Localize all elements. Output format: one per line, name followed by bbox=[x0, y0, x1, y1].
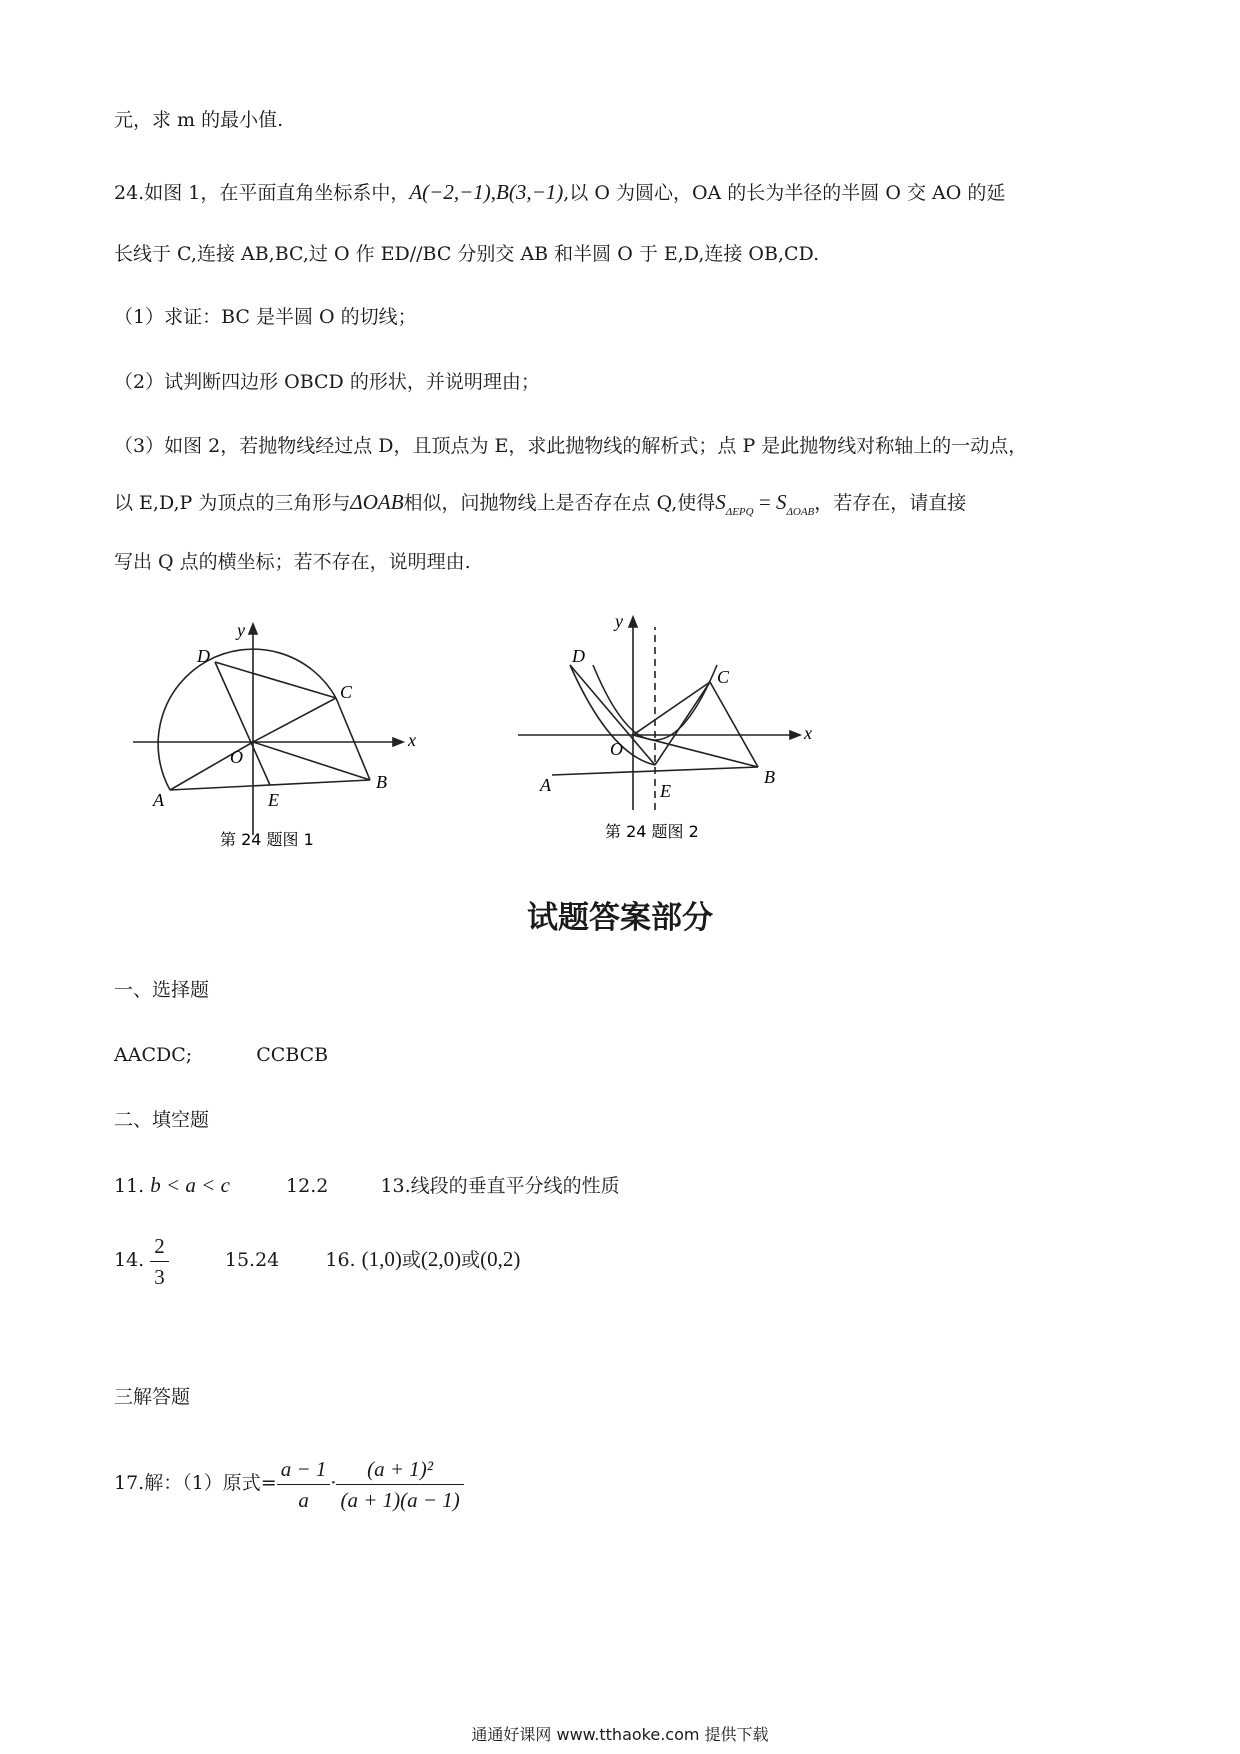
answer-16-label: 16. bbox=[325, 1249, 356, 1271]
answer-11-label: 11. bbox=[114, 1175, 145, 1197]
figure-1-diagram bbox=[125, 610, 425, 850]
fig1-label-x: x bbox=[408, 730, 416, 750]
q24-intro-text-b: ,以 O 为圆心，OA 的长为半径的半圆 O 交 AO 的延 bbox=[563, 182, 1006, 204]
section-choice: 一、选择题 bbox=[114, 979, 210, 1001]
answer-13: 13.线段的垂直平分线的性质 bbox=[380, 1175, 620, 1197]
fig1-label-o: O bbox=[230, 747, 243, 767]
q24-intro-line-1 bbox=[114, 180, 1005, 205]
q24-part3-text-c: ，若存在，请直接 bbox=[814, 492, 967, 514]
q24-part3-text-a: 以 E,D,P 为顶点的三角形与 bbox=[114, 492, 351, 514]
answer-17 bbox=[114, 1448, 464, 1518]
fig2-caption: 第 24 题图 2 bbox=[605, 822, 699, 841]
choice-answers-2: CCBCB bbox=[256, 1044, 329, 1066]
fig1-label-c: C bbox=[340, 682, 353, 702]
answer-17-fraction-2: $\frac{\text{(a + 1)²}}{(a + 1)(a - 1)}$ bbox=[336, 1454, 463, 1515]
page-footer: 通通好课网 www.tthaoke.com 提供下载 bbox=[471, 1725, 769, 1744]
answer-15: 15.24 bbox=[224, 1249, 280, 1271]
answer-12: 12.2 bbox=[286, 1175, 329, 1197]
fill-answers-11-13 bbox=[114, 1173, 620, 1198]
fig2-label-y: y bbox=[615, 611, 623, 631]
area-s-epq: $S_{\Delta EPQ} = S_{\Delta OAB}$ bbox=[715, 490, 815, 518]
q24-part-3-line-2 bbox=[114, 490, 966, 518]
answer-16-or-2: 或 bbox=[461, 1249, 481, 1271]
section-fill: 二、填空题 bbox=[114, 1109, 210, 1131]
section-solutions: 三解答题 bbox=[114, 1386, 191, 1408]
fig2-label-b: B bbox=[764, 767, 775, 787]
fig1-label-e: E bbox=[268, 790, 279, 810]
answer-17-label: 17.解：（1）原式= bbox=[114, 1472, 277, 1494]
text-line-continuation: 元，求 m 的最小值. bbox=[114, 109, 284, 131]
fig2-label-a: A bbox=[540, 775, 551, 795]
answer-16-point-2: (2,0) bbox=[420, 1247, 462, 1271]
answer-16-or-1: 或 bbox=[401, 1249, 421, 1271]
answer-14-fraction: $\frac{2}{3}$ bbox=[150, 1231, 169, 1292]
answer-16-point-1: (1,0) bbox=[361, 1247, 402, 1271]
q24-intro-line-2: 长线于 C,连接 AB,BC,过 O 作 ED//BC 分别交 AB 和半圆 O 于 E,D,连接 OB,CD. bbox=[114, 243, 820, 265]
answer-11-expr: b < a < c bbox=[150, 1173, 230, 1197]
fig2-label-o: O bbox=[610, 739, 623, 759]
fig1-caption: 第 24 题图 1 bbox=[220, 830, 314, 849]
figure-2-diagram bbox=[510, 605, 820, 850]
q24-part-2: （2）试判断四边形 OBCD 的形状，并说明理由； bbox=[114, 371, 540, 393]
comma: , bbox=[490, 180, 497, 204]
choice-answers bbox=[114, 1043, 328, 1067]
fig1-label-y: y bbox=[237, 620, 245, 640]
answer-17-fraction-1: $\frac{a - 1}{a}$ bbox=[277, 1454, 331, 1515]
fig2-label-x: x bbox=[804, 723, 812, 743]
q24-part-3-line-3: 写出 Q 点的横坐标；若不存在，说明理由. bbox=[114, 551, 471, 573]
answer-14-label: 14. bbox=[114, 1249, 145, 1271]
choice-answers-1: AACDC; bbox=[114, 1044, 193, 1066]
point-b-coords: B(3,−1) bbox=[496, 180, 564, 204]
q24-part3-text-b: 相似，问抛物线上是否存在点 Q,使得 bbox=[403, 492, 716, 514]
fig2-label-c: C bbox=[717, 667, 730, 687]
q24-intro-text-a: 24.如图 1，在平面直角坐标系中， bbox=[114, 182, 410, 204]
fig1-label-d: D bbox=[197, 646, 210, 666]
triangle-oab: ΔOAB bbox=[350, 490, 404, 514]
fig2-label-d: D bbox=[572, 646, 585, 666]
point-a-coords: A(−2,−1) bbox=[409, 180, 491, 204]
q24-part-3-line-1: （3）如图 2，若抛物线经过点 D，且顶点为 E，求此抛物线的解析式；点 P 是此抛物线对称轴上的一动点， bbox=[114, 435, 1028, 457]
multiply-dot: · bbox=[330, 1472, 337, 1494]
answers-title: 试题答案部分 bbox=[527, 900, 713, 936]
fig1-label-b: B bbox=[376, 772, 387, 792]
fig2-label-e: E bbox=[660, 781, 671, 801]
answer-16-point-3: (0,2) bbox=[480, 1247, 521, 1271]
fill-answers-14-16 bbox=[114, 1228, 520, 1292]
q24-part-1: （1）求证：BC 是半圆 O 的切线； bbox=[114, 306, 417, 328]
fig1-label-a: A bbox=[153, 790, 164, 810]
